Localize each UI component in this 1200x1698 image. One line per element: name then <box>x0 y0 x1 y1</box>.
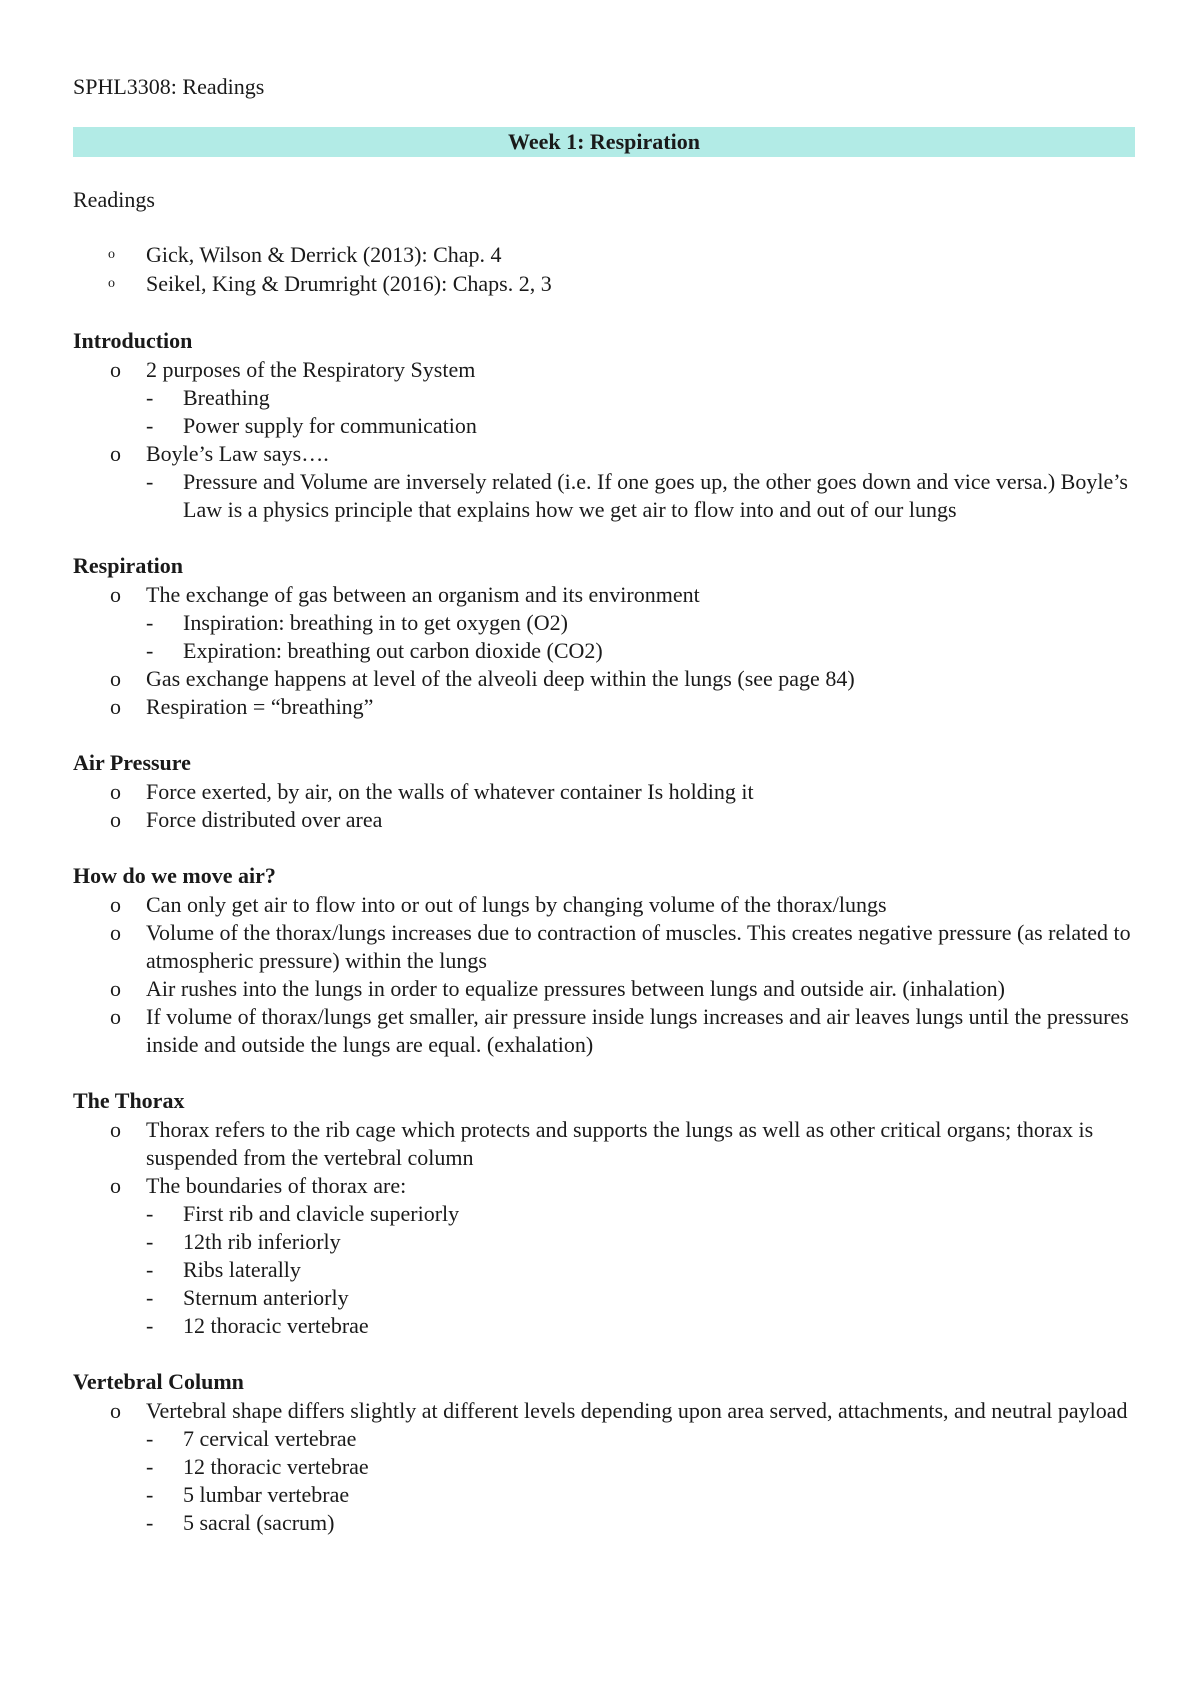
bullet-marker: o <box>110 666 121 691</box>
sub-item <box>146 412 1143 440</box>
sub-text: Power supply for communication <box>183 413 477 438</box>
bullet-marker: o <box>108 276 115 291</box>
bullet-item <box>110 1172 1143 1200</box>
notes-content <box>73 327 1143 1565</box>
bullet-marker: o <box>110 779 121 804</box>
sub-item <box>146 1200 1143 1228</box>
sub-marker: - <box>146 1229 154 1254</box>
sub-marker: - <box>146 1313 154 1338</box>
sub-marker: - <box>146 1482 154 1507</box>
section-heading: Air Pressure <box>73 750 191 775</box>
reading-item <box>108 270 552 299</box>
notes-section <box>73 552 1143 721</box>
bullet-marker: o <box>110 1173 121 1198</box>
section-heading: Vertebral Column <box>73 1369 244 1394</box>
sub-marker: - <box>146 469 154 494</box>
notes-section <box>73 1087 1143 1340</box>
sub-text: 7 cervical vertebrae <box>183 1426 357 1451</box>
sub-marker: - <box>146 1454 154 1479</box>
sub-marker: - <box>146 1426 154 1451</box>
bullet-marker: o <box>108 247 115 262</box>
sub-text: Sternum anteriorly <box>183 1285 349 1310</box>
sub-item <box>146 637 1143 665</box>
sub-marker: - <box>146 1201 154 1226</box>
bullet-marker: o <box>110 1398 121 1423</box>
bullet-text: Volume of the thorax/lungs increases due to contraction of muscles. This creates negative pressure (as related to atmospheric pressure) within the lungs <box>146 920 1131 973</box>
sub-item <box>146 1425 1143 1453</box>
sub-text: 12 thoracic vertebrae <box>183 1313 369 1338</box>
section-heading: Respiration <box>73 553 183 578</box>
bullet-text: Can only get air to flow into or out of lungs by changing volume of the thorax/lungs <box>146 892 887 917</box>
notes-section <box>73 1368 1143 1537</box>
bullet-item <box>110 1116 1143 1172</box>
notes-section <box>73 862 1143 1059</box>
sub-text: Breathing <box>183 385 270 410</box>
sub-text: Ribs laterally <box>183 1257 301 1282</box>
notes-section <box>73 327 1143 524</box>
bullet-item <box>110 1003 1143 1059</box>
readings-list <box>108 241 552 299</box>
bullet-item <box>110 693 1143 721</box>
bullet-marker: o <box>110 920 121 945</box>
week-banner: Week 1: Respiration <box>73 127 1135 157</box>
sub-marker: - <box>146 385 154 410</box>
sub-text: 12th rib inferiorly <box>183 1229 341 1254</box>
bullet-item <box>110 778 1143 806</box>
sub-item <box>146 1509 1143 1537</box>
bullet-item <box>110 806 1143 834</box>
bullet-item <box>110 356 1143 384</box>
sub-marker: - <box>146 1285 154 1310</box>
bullet-text: Respiration = “breathing” <box>146 694 374 719</box>
bullet-marker: o <box>110 1004 121 1029</box>
bullet-text: Vertebral shape differs slightly at different levels depending upon area served, attachments, and neutral payload <box>146 1398 1128 1423</box>
bullet-text: If volume of thorax/lungs get smaller, air pressure inside lungs increases and air leaves lungs until the pressures inside and outside the lungs are equal. (exhalation) <box>146 1004 1129 1057</box>
bullet-item <box>110 440 1143 468</box>
sub-text: Expiration: breathing out carbon dioxide (CO2) <box>183 638 603 663</box>
bullet-item <box>110 665 1143 693</box>
bullet-marker: o <box>110 892 121 917</box>
bullet-marker: o <box>110 441 121 466</box>
notes-section <box>73 749 1143 834</box>
sub-item <box>146 1312 1143 1340</box>
sub-marker: - <box>146 413 154 438</box>
readings-title: Readings <box>73 187 155 212</box>
sub-marker: - <box>146 610 154 635</box>
bullet-marker: o <box>110 694 121 719</box>
reading-item <box>108 241 552 270</box>
section-heading: The Thorax <box>73 1088 185 1113</box>
sub-item <box>146 1228 1143 1256</box>
sub-marker: - <box>146 1510 154 1535</box>
bullet-text: The exchange of gas between an organism and its environment <box>146 582 700 607</box>
sub-marker: - <box>146 638 154 663</box>
bullet-marker: o <box>110 357 121 382</box>
bullet-item <box>110 919 1143 975</box>
sub-item <box>146 1453 1143 1481</box>
sub-item <box>146 1256 1143 1284</box>
bullet-item <box>110 975 1143 1003</box>
sub-marker: - <box>146 1257 154 1282</box>
sub-text: First rib and clavicle superiorly <box>183 1201 460 1226</box>
bullet-text: Force distributed over area <box>146 807 383 832</box>
bullet-item <box>110 581 1143 609</box>
bullet-text: Thorax refers to the rib cage which protects and supports the lungs as well as other critical organs; thorax is suspended from the vertebral column <box>146 1117 1094 1170</box>
bullet-text: Boyle’s Law says…. <box>146 441 329 466</box>
bullet-text: Gas exchange happens at level of the alveoli deep within the lungs (see page 84) <box>146 666 855 691</box>
bullet-marker: o <box>110 976 121 1001</box>
sub-text: 5 sacral (sacrum) <box>183 1510 335 1535</box>
reading-text: Gick, Wilson & Derrick (2013): Chap. 4 <box>146 242 502 267</box>
section-heading: How do we move air? <box>73 863 276 888</box>
bullet-item <box>110 891 1143 919</box>
bullet-text: Force exerted, by air, on the walls of whatever container Is holding it <box>146 779 754 804</box>
sub-item <box>146 468 1143 524</box>
sub-text: 12 thoracic vertebrae <box>183 1454 369 1479</box>
sub-text: Pressure and Volume are inversely related (i.e. If one goes up, the other goes down and vice versa.) Boyle’s Law is a physics principle that explains how we get air to flow into and out of our lungs <box>183 469 1128 522</box>
sub-item <box>146 1481 1143 1509</box>
sub-item <box>146 1284 1143 1312</box>
bullet-marker: o <box>110 1117 121 1142</box>
bullet-marker: o <box>110 582 121 607</box>
reading-text: Seikel, King & Drumright (2016): Chaps. 2, 3 <box>146 271 552 296</box>
sub-item <box>146 384 1143 412</box>
sub-item <box>146 609 1143 637</box>
bullet-item <box>110 1397 1143 1425</box>
sub-text: Inspiration: breathing in to get oxygen (O2) <box>183 610 568 635</box>
bullet-text: The boundaries of thorax are: <box>146 1173 407 1198</box>
sub-text: 5 lumbar vertebrae <box>183 1482 350 1507</box>
bullet-marker: o <box>110 807 121 832</box>
document-header: SPHL3308: Readings <box>73 74 265 99</box>
bullet-text: 2 purposes of the Respiratory System <box>146 357 476 382</box>
section-heading: Introduction <box>73 328 193 353</box>
bullet-text: Air rushes into the lungs in order to equalize pressures between lungs and outside air. (inhalation) <box>146 976 1006 1001</box>
